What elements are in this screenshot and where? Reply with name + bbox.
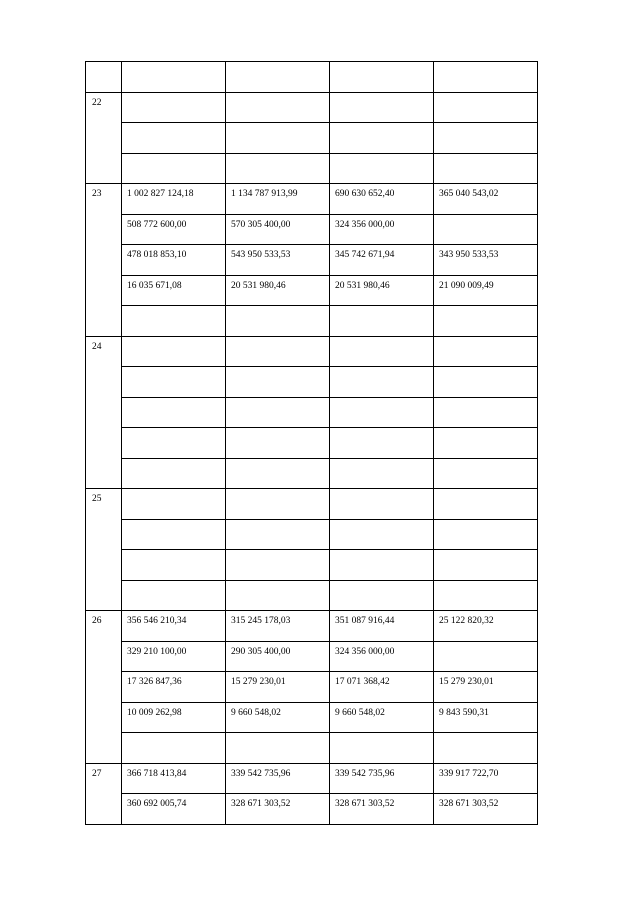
table-row — [86, 367, 538, 398]
value-cell — [330, 153, 434, 184]
value-cell: 508 772 600,00 — [122, 214, 226, 245]
table-row — [86, 92, 538, 123]
row-number-cell: 25 — [86, 489, 122, 611]
value-cell: 345 742 671,94 — [330, 245, 434, 276]
value-cell — [330, 367, 434, 398]
value-cell: 16 035 671,08 — [122, 275, 226, 306]
table-row — [86, 397, 538, 428]
value-cell — [226, 336, 330, 367]
value-cell — [122, 153, 226, 184]
value-cell: 570 305 400,00 — [226, 214, 330, 245]
value-cell — [434, 428, 538, 459]
value-cell — [226, 123, 330, 154]
value-cell — [122, 367, 226, 398]
value-cell: 356 546 210,34 — [122, 611, 226, 642]
value-cell: 343 950 533,53 — [434, 245, 538, 276]
table-row — [86, 794, 538, 825]
row-number-cell: 22 — [86, 92, 122, 184]
value-cell — [226, 733, 330, 764]
value-cell — [330, 489, 434, 520]
value-cell: 328 671 303,52 — [226, 794, 330, 825]
value-cell: 328 671 303,52 — [434, 794, 538, 825]
value-cell: 328 671 303,52 — [330, 794, 434, 825]
value-cell — [122, 550, 226, 581]
value-cell — [330, 733, 434, 764]
value-cell — [330, 306, 434, 337]
value-cell: 15 279 230,01 — [226, 672, 330, 703]
value-cell — [226, 580, 330, 611]
value-cell: 329 210 100,00 — [122, 641, 226, 672]
table-body — [86, 62, 538, 825]
value-cell — [122, 519, 226, 550]
value-cell — [226, 367, 330, 398]
value-cell: 21 090 009,49 — [434, 275, 538, 306]
table-row — [86, 702, 538, 733]
data-table — [85, 61, 538, 825]
value-cell — [434, 153, 538, 184]
value-cell: 324 356 000,00 — [330, 641, 434, 672]
table-row — [86, 245, 538, 276]
value-cell: 365 040 543,02 — [434, 184, 538, 215]
value-cell — [122, 489, 226, 520]
value-cell: 478 018 853,10 — [122, 245, 226, 276]
value-cell — [434, 306, 538, 337]
table-row — [86, 214, 538, 245]
value-cell — [226, 550, 330, 581]
value-cell — [434, 733, 538, 764]
value-cell: 339 542 735,96 — [226, 763, 330, 794]
value-cell — [330, 580, 434, 611]
table-row — [86, 519, 538, 550]
value-cell — [330, 397, 434, 428]
value-cell — [434, 458, 538, 489]
value-cell — [122, 428, 226, 459]
value-cell — [226, 92, 330, 123]
table-row — [86, 123, 538, 154]
table-row — [86, 641, 538, 672]
table-row — [86, 550, 538, 581]
value-cell: 17 071 368,42 — [330, 672, 434, 703]
row-number-cell: 26 — [86, 611, 122, 764]
table-row — [86, 153, 538, 184]
value-cell — [122, 336, 226, 367]
value-cell: 17 326 847,36 — [122, 672, 226, 703]
table-row — [86, 306, 538, 337]
value-cell — [226, 458, 330, 489]
value-cell: 351 087 916,44 — [330, 611, 434, 642]
value-cell — [434, 519, 538, 550]
value-cell: 366 718 413,84 — [122, 763, 226, 794]
value-cell — [434, 123, 538, 154]
value-cell — [122, 123, 226, 154]
value-cell: 15 279 230,01 — [434, 672, 538, 703]
table-row — [86, 672, 538, 703]
value-cell: 9 660 548,02 — [330, 702, 434, 733]
header-cell — [226, 62, 330, 93]
value-cell — [122, 733, 226, 764]
value-cell: 290 305 400,00 — [226, 641, 330, 672]
value-cell: 20 531 980,46 — [226, 275, 330, 306]
value-cell — [434, 336, 538, 367]
value-cell: 324 356 000,00 — [330, 214, 434, 245]
value-cell — [330, 458, 434, 489]
value-cell — [330, 92, 434, 123]
row-number-cell: 24 — [86, 336, 122, 489]
header-row — [86, 62, 538, 93]
value-cell — [122, 306, 226, 337]
row-number-cell: 27 — [86, 763, 122, 824]
table-row — [86, 489, 538, 520]
value-cell — [330, 550, 434, 581]
value-cell — [434, 367, 538, 398]
value-cell — [226, 397, 330, 428]
row-number-cell: 23 — [86, 184, 122, 337]
value-cell — [434, 92, 538, 123]
header-cell — [330, 62, 434, 93]
value-cell: 10 009 262,98 — [122, 702, 226, 733]
value-cell — [330, 336, 434, 367]
value-cell — [122, 397, 226, 428]
table-row — [86, 733, 538, 764]
value-cell — [434, 214, 538, 245]
table-row — [86, 763, 538, 794]
value-cell — [330, 123, 434, 154]
header-cell — [86, 62, 122, 93]
value-cell: 20 531 980,46 — [330, 275, 434, 306]
value-cell: 315 245 178,03 — [226, 611, 330, 642]
value-cell — [434, 550, 538, 581]
value-cell — [122, 458, 226, 489]
table-row — [86, 336, 538, 367]
value-cell — [434, 397, 538, 428]
value-cell — [122, 92, 226, 123]
value-cell: 360 692 005,74 — [122, 794, 226, 825]
value-cell: 1 002 827 124,18 — [122, 184, 226, 215]
value-cell — [226, 519, 330, 550]
header-cell — [122, 62, 226, 93]
value-cell: 690 630 652,40 — [330, 184, 434, 215]
table-row — [86, 275, 538, 306]
value-cell: 9 843 590,31 — [434, 702, 538, 733]
value-cell — [122, 580, 226, 611]
value-cell: 339 917 722,70 — [434, 763, 538, 794]
table-row — [86, 428, 538, 459]
header-cell — [434, 62, 538, 93]
value-cell: 1 134 787 913,99 — [226, 184, 330, 215]
value-cell — [434, 580, 538, 611]
table-row — [86, 458, 538, 489]
table-row — [86, 611, 538, 642]
value-cell — [226, 153, 330, 184]
value-cell — [330, 519, 434, 550]
value-cell — [226, 306, 330, 337]
value-cell — [434, 641, 538, 672]
table-row — [86, 580, 538, 611]
value-cell — [226, 428, 330, 459]
value-cell: 543 950 533,53 — [226, 245, 330, 276]
value-cell: 9 660 548,02 — [226, 702, 330, 733]
value-cell — [330, 428, 434, 459]
value-cell: 25 122 820,32 — [434, 611, 538, 642]
value-cell: 339 542 735,96 — [330, 763, 434, 794]
table-row — [86, 184, 538, 215]
value-cell — [226, 489, 330, 520]
value-cell — [434, 489, 538, 520]
